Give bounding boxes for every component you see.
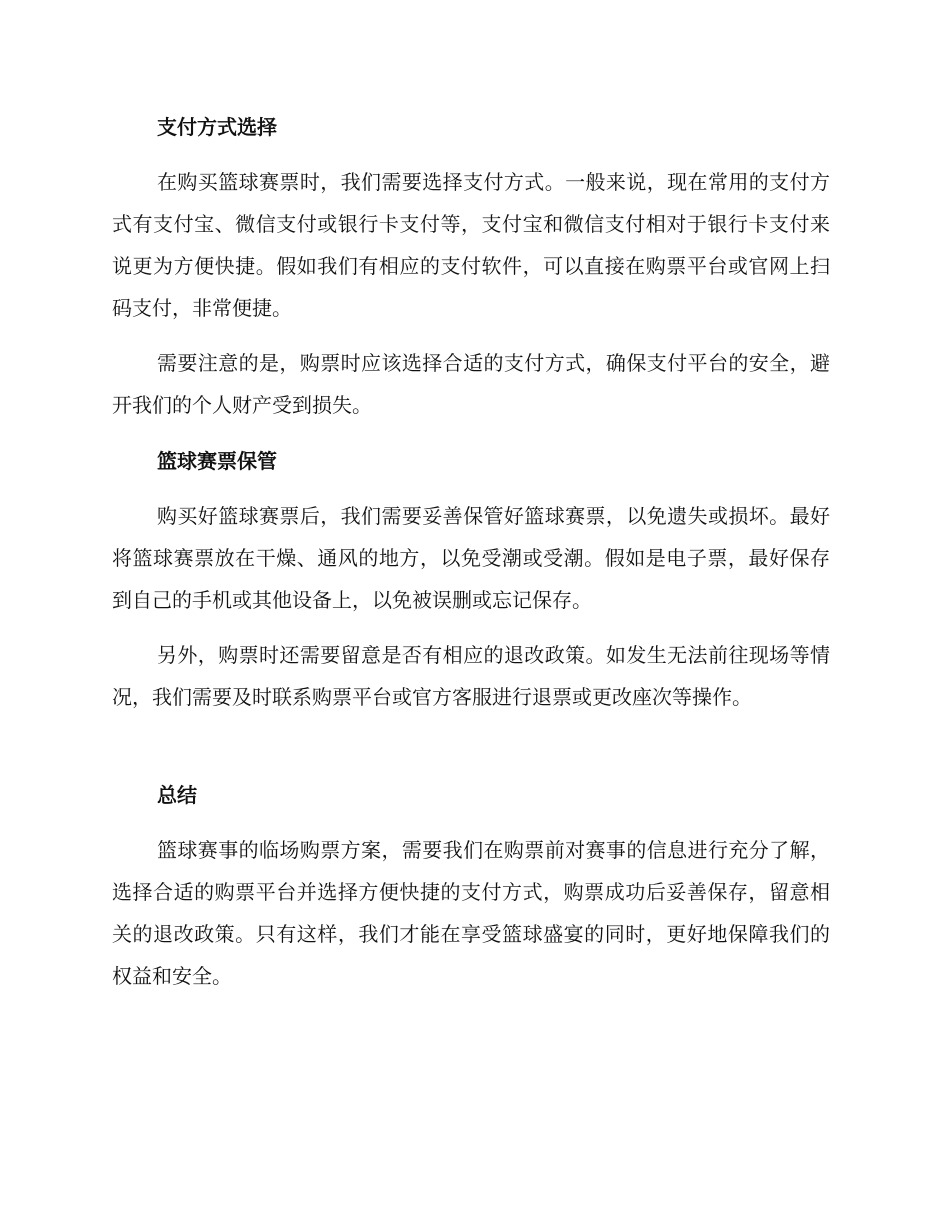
section-heading-payment: 支付方式选择	[157, 115, 277, 139]
paragraph-payment-safety: 需要注意的是，购票时应该选择合适的支付方式，确保支付平台的安全，避开我们的个人财产受到损失。	[112, 351, 830, 417]
paragraph-summary: 篮球赛事的临场购票方案，需要我们在购票前对赛事的信息进行充分了解，选择合适的购票平台并选择方便快捷的支付方式，购票成功后妥善保存，留意相关的退改政策。只有这样，我们才能在享受篮球盛宴的同时，更好地保障我们的权益和安全。	[112, 838, 830, 988]
section-heading-ticket-storage: 篮球赛票保管	[157, 449, 277, 473]
paragraph-refund-policy: 另外，购票时还需要留意是否有相应的退改政策。如发生无法前往现场等情况，我们需要及时联系购票平台或官方客服进行退票或更改座次等操作。	[112, 643, 830, 709]
paragraph-ticket-storage: 购买好篮球赛票后，我们需要妥善保管好篮球赛票，以免遗失或损坏。最好将篮球赛票放在干燥、通风的地方，以免受潮或受潮。假如是电子票，最好保存到自己的手机或其他设备上，以免被误删或忘记保存。	[112, 504, 830, 612]
paragraph-payment-methods: 在购买篮球赛票时，我们需要选择支付方式。一般来说，现在常用的支付方式有支付宝、微信支付或银行卡支付等，支付宝和微信支付相对于银行卡支付来说更为方便快捷。假如我们有相应的支付软件，可以直接在购票平台或官网上扫码支付，非常便捷。	[112, 170, 830, 320]
section-heading-summary: 总结	[157, 783, 197, 807]
